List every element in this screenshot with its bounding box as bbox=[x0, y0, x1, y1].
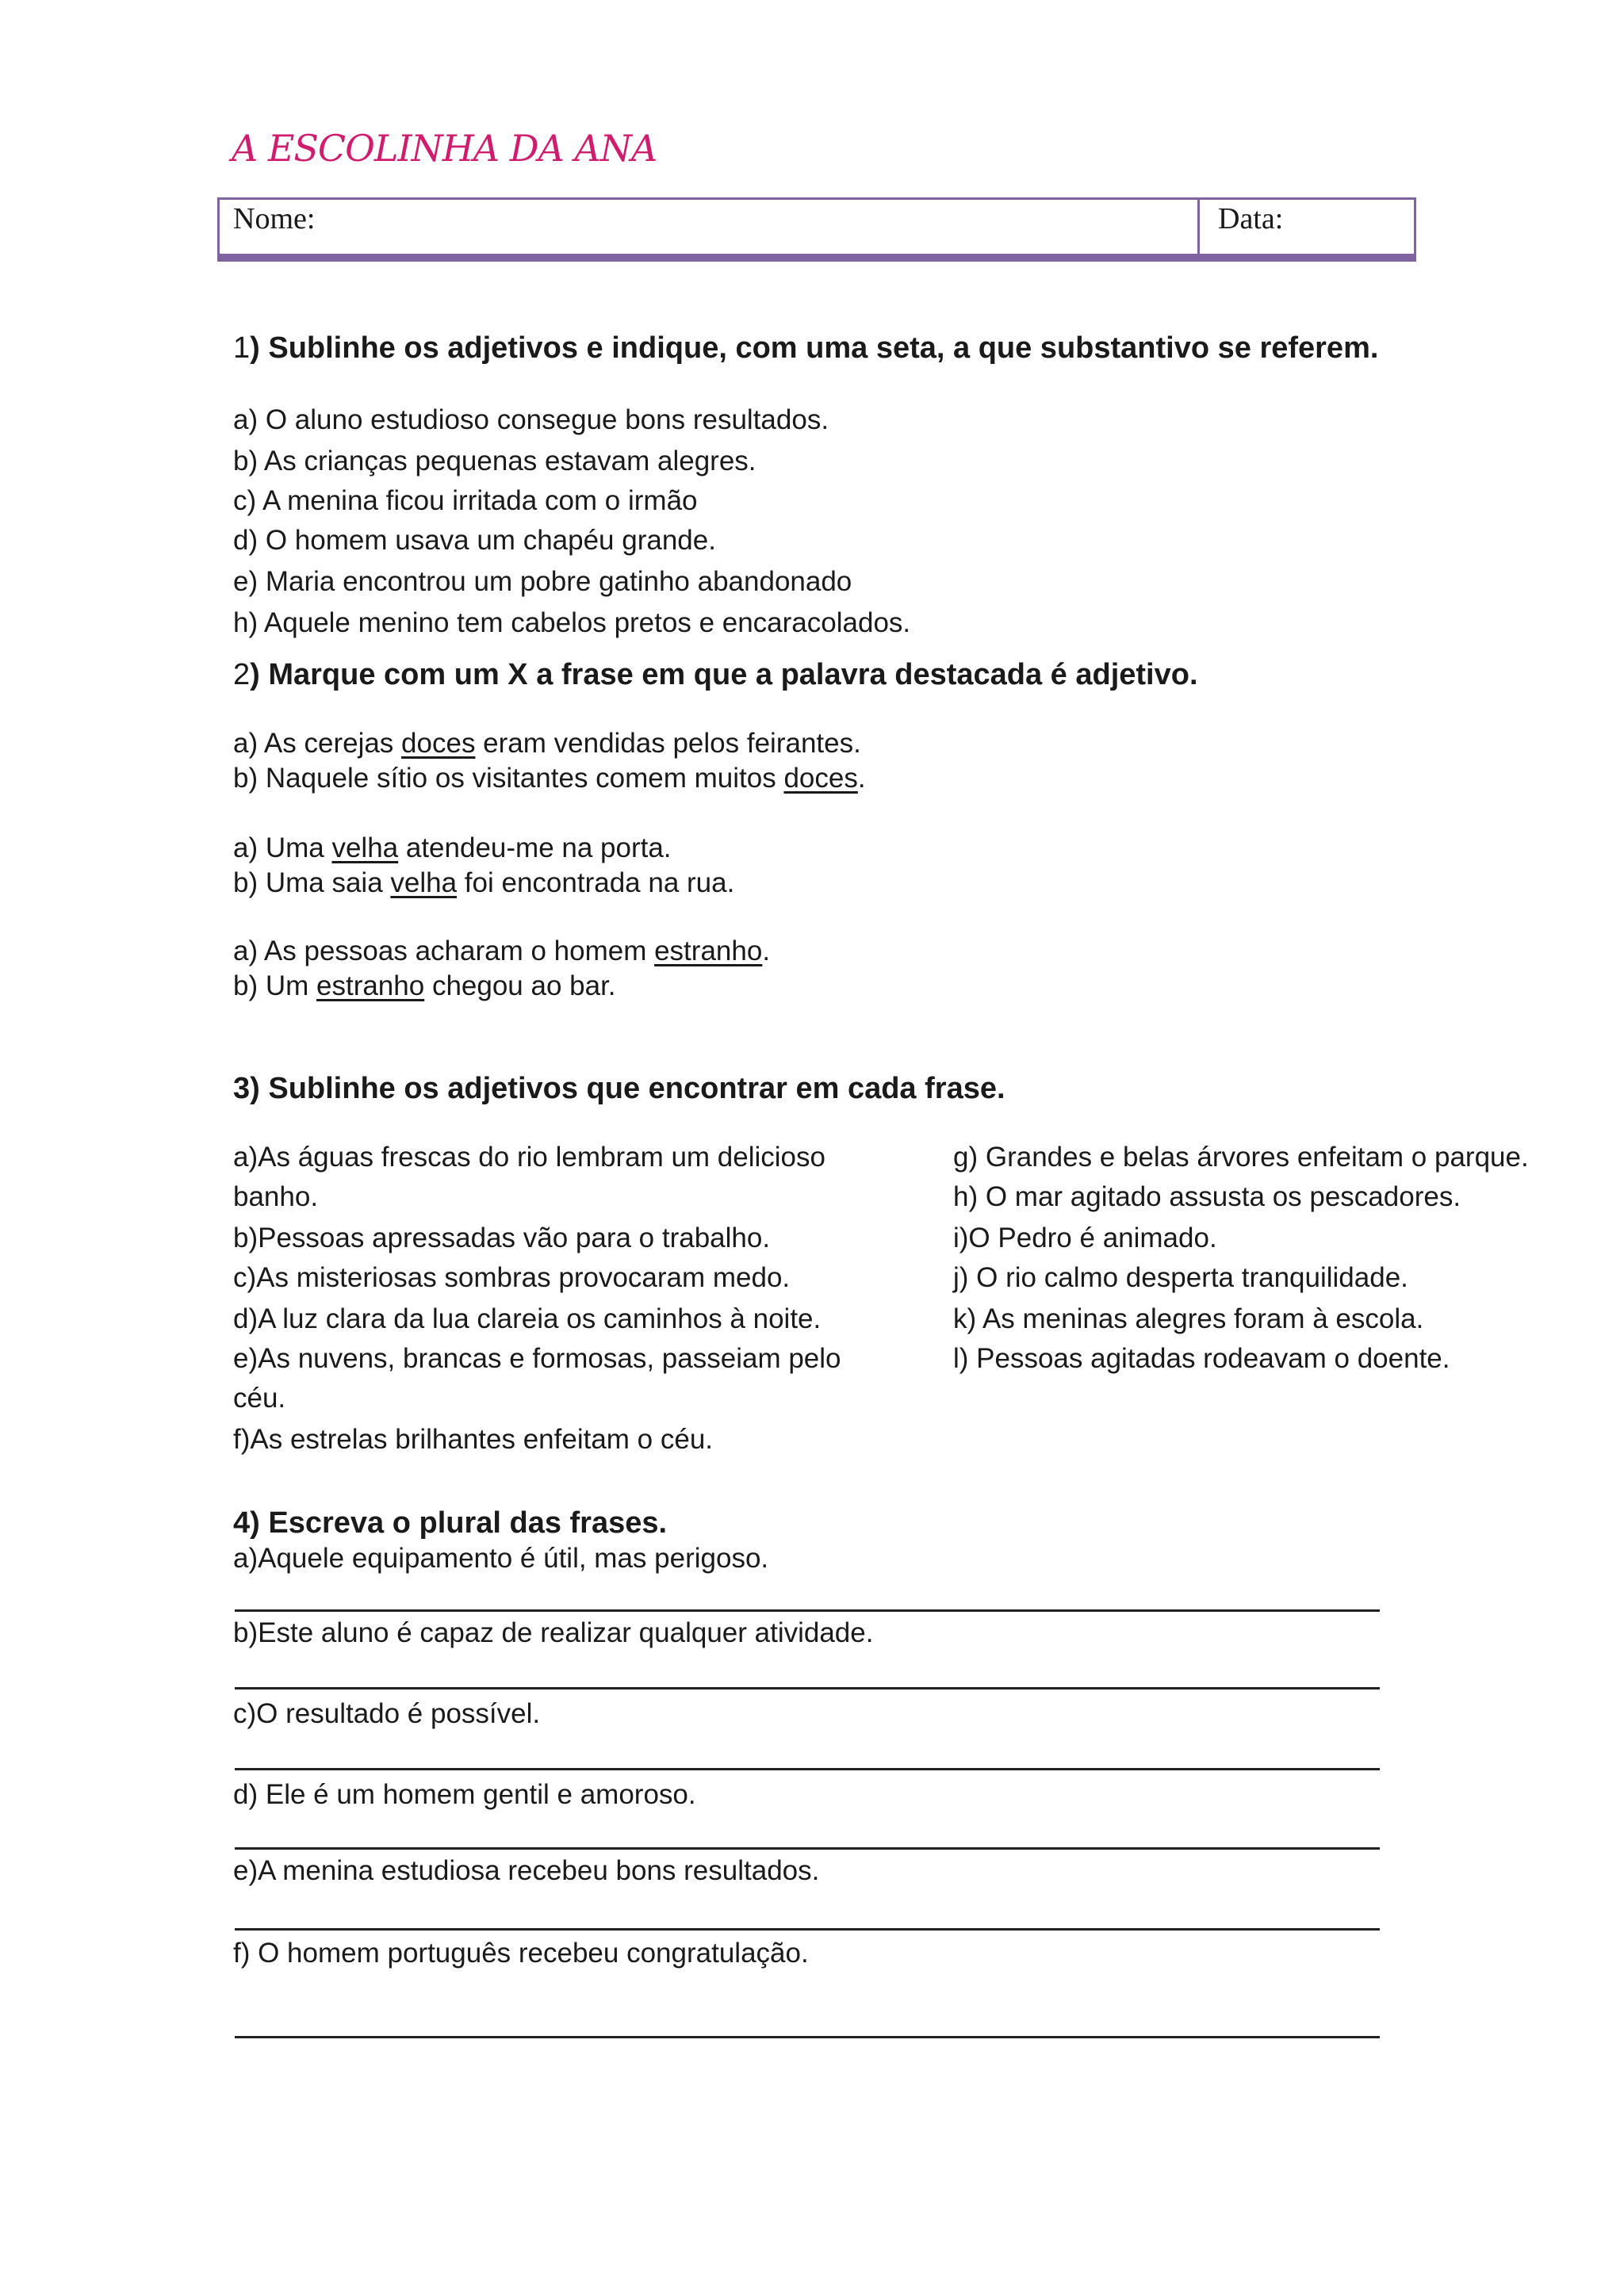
q2-group2-b: b) Uma saia velha foi encontrada na rua. bbox=[233, 867, 735, 898]
question-4-title: 4) Escreva o plural das frases. bbox=[233, 1506, 668, 1540]
question-3-title: 3) Sublinhe os adjetivos que encontrar em cada frase. bbox=[233, 1072, 1005, 1105]
q2-group2-a: a) Uma velha atendeu-me na porta. bbox=[233, 832, 672, 863]
q3-left-1: a)As águas frescas do rio lembram um delicioso bbox=[233, 1142, 825, 1173]
q3-left-5: d)A luz clara da lua clareia os caminhos à noite. bbox=[233, 1303, 822, 1334]
answer-line[interactable] bbox=[235, 1609, 1380, 1612]
q2-group1-b: b) Naquele sítio os visitantes comem muitos doces. bbox=[233, 763, 866, 794]
q3-right-3: i)O Pedro é animado. bbox=[953, 1223, 1217, 1253]
question-1-title bbox=[233, 331, 1378, 365]
q3-left-6: e)As nuvens, brancas e formosas, passeiam pelo bbox=[233, 1343, 841, 1374]
q1-item-d: d) O homem usava um chapéu grande. bbox=[233, 525, 716, 556]
q2-group1-a: a) As cerejas doces eram vendidas pelos feirantes. bbox=[233, 728, 861, 759]
question-1-number: 1 bbox=[233, 331, 251, 365]
question-1-text: ) Sublinhe os adjetivos e indique, com uma seta, a que substantivo se referem. bbox=[250, 331, 1379, 365]
q3-right-1: g) Grandes e belas árvores enfeitam o parque. bbox=[953, 1142, 1529, 1173]
q3-right-4: j) O rio calmo desperta tranquilidade. bbox=[953, 1262, 1408, 1293]
header-bottom-border bbox=[217, 255, 1416, 262]
q3-left-8: f)As estrelas brilhantes enfeitam o céu. bbox=[233, 1424, 714, 1455]
q3-right-2: h) O mar agitado assusta os pescadores. bbox=[953, 1181, 1461, 1212]
answer-line[interactable] bbox=[235, 2036, 1380, 2038]
q1-item-b: b) As crianças pequenas estavam alegres. bbox=[233, 446, 756, 476]
q4-item-e: e)A menina estudiosa recebeu bons resultados. bbox=[233, 1855, 820, 1886]
name-label: Nome: bbox=[233, 202, 316, 235]
highlighted-word: estranho bbox=[316, 970, 425, 1001]
q4-item-f: f) O homem português recebeu congratulação. bbox=[233, 1938, 809, 1969]
highlighted-word: estranho bbox=[654, 936, 763, 966]
highlighted-word: velha bbox=[331, 832, 399, 863]
answer-line[interactable] bbox=[235, 1928, 1380, 1931]
q3-right-6: l) Pessoas agitadas rodeavam o doente. bbox=[953, 1343, 1450, 1374]
q3-left-3: b)Pessoas apressadas vão para o trabalho. bbox=[233, 1223, 771, 1253]
worksheet-title: A ESCOLINHA DA ANA bbox=[232, 127, 657, 170]
answer-line[interactable] bbox=[235, 1847, 1380, 1850]
question-2-text: ) Marque com um X a frase em que a palavra destacada é adjetivo. bbox=[250, 658, 1198, 691]
highlighted-word: doces bbox=[783, 763, 858, 794]
q1-item-a: a) O aluno estudioso consegue bons resultados. bbox=[233, 404, 829, 435]
question-2-title bbox=[233, 658, 1198, 692]
q3-right-5: k) As meninas alegres foram à escola. bbox=[953, 1303, 1424, 1334]
question-2-number: 2 bbox=[233, 658, 251, 691]
q2-group3-b: b) Um estranho chegou ao bar. bbox=[233, 970, 616, 1001]
q4-item-a: a)Aquele equipamento é útil, mas perigoso. bbox=[233, 1543, 769, 1574]
answer-line[interactable] bbox=[235, 1687, 1380, 1689]
highlighted-word: doces bbox=[401, 728, 476, 759]
answer-line[interactable] bbox=[235, 1768, 1380, 1770]
q4-item-b: b)Este aluno é capaz de realizar qualquer atividade. bbox=[233, 1617, 874, 1648]
q1-item-e: e) Maria encontrou um pobre gatinho abandonado bbox=[233, 566, 852, 597]
q2-group3-a: a) As pessoas acharam o homem estranho. bbox=[233, 936, 771, 966]
highlighted-word: velha bbox=[390, 867, 458, 898]
header-divider bbox=[1197, 197, 1200, 256]
q1-item-c: c) A menina ficou irritada com o irmão bbox=[233, 485, 698, 516]
q3-left-2: banho. bbox=[233, 1181, 319, 1212]
q1-item-h: h) Aquele menino tem cabelos pretos e encaracolados. bbox=[233, 607, 911, 638]
q3-left-7: céu. bbox=[233, 1383, 286, 1414]
date-label: Data: bbox=[1218, 202, 1284, 235]
q4-item-d: d) Ele é um homem gentil e amoroso. bbox=[233, 1779, 696, 1810]
q3-left-4: c)As misteriosas sombras provocaram medo. bbox=[233, 1262, 791, 1293]
q4-item-c: c)O resultado é possível. bbox=[233, 1698, 541, 1729]
